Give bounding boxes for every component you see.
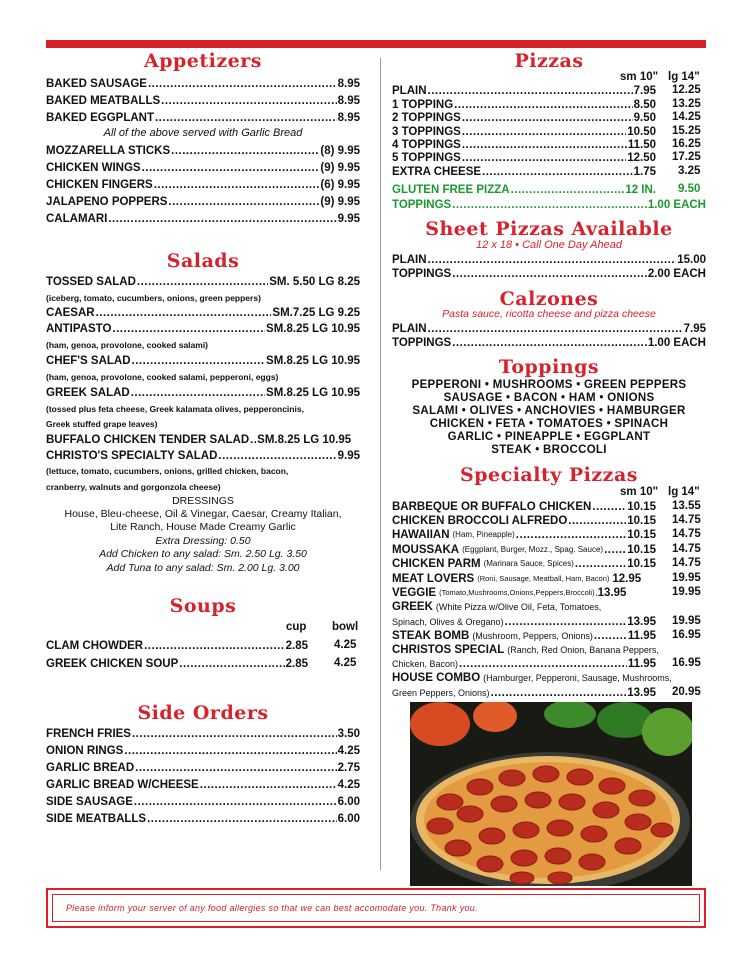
calzones-subtitle: Pasta sauce, ricotta cheese and pizza cheese — [442, 308, 656, 320]
toppings-title: Toppings — [498, 356, 600, 378]
pizza-lg-price: 17.25 — [672, 151, 701, 163]
salad-desc: (tossed plus feta cheese, Greek kalamata olives, pepperoncinis, — [46, 404, 304, 414]
gluten-price: 9.50 — [678, 183, 701, 195]
menu-row: PLAIN ..... 7.95 — [392, 84, 656, 98]
calzones-title: Calzones — [499, 288, 599, 310]
soup-col-cup: cup — [286, 621, 307, 633]
pizza-lg-price: 12.25 — [672, 84, 701, 96]
menu-row: BAKED SAUSAGE ..... 8.95 — [46, 77, 360, 91]
salad-desc: Greek stuffed grape leaves) — [46, 419, 158, 429]
top-red-bar — [46, 40, 706, 48]
menu-row: 1 TOPPING ..... 8.50 — [392, 98, 656, 112]
soup-col-bowl: bowl — [332, 621, 359, 633]
pizza-photo — [410, 702, 692, 886]
menu-row: CHRISTO'S SPECIALTY SALAD ..... 9.95 — [46, 449, 360, 463]
specialty-lg-price: 16.95 — [672, 629, 701, 641]
menu-row: PLAIN ..... 15.00 — [392, 253, 706, 267]
dressings-line: Add Tuna to any salad: Sm. 2.00 Lg. 3.00 — [106, 562, 300, 574]
salads-title: Salads — [166, 250, 240, 272]
menu-row: TOSSED SALAD ..... SM. 5.50 LG 8.25 — [46, 275, 360, 289]
toppings-line: STEAK • BROCCOLI — [491, 444, 607, 456]
menu-row: STEAK BOMB (Mushroom, Peppers, Onions) ..... 11.95 — [392, 629, 656, 643]
menu-row: CAESAR ..... SM.7.25 LG 9.25 — [46, 306, 360, 320]
menu-row: BAKED EGGPLANT ..... 8.95 — [46, 111, 360, 125]
pizzas-title: Pizzas — [514, 50, 584, 72]
toppings-line: CHICKEN • FETA • TOMATOES • SPINACH — [429, 418, 669, 430]
salad-desc: (ham, genoa, provolone, cooked salami, pepperoni, eggs) — [46, 372, 279, 382]
menu-row: SIDE MEATBALLS ..... 6.00 — [46, 812, 360, 826]
menu-row: CHICKEN FINGERS ..... (6) 9.95 — [46, 178, 360, 192]
toppings-line: GARLIC • PINEAPPLE • EGGPLANT — [447, 431, 651, 443]
menu-row: Green Peppers, Onions) ..... 13.95 — [392, 686, 656, 700]
menu-row: BARBEQUE OR BUFFALO CHICKEN ..... 10.15 — [392, 500, 656, 514]
menu-row: GARLIC BREAD W/CHEESE ..... 4.25 — [46, 778, 360, 792]
menu-row: ANTIPASTO ..... SM.8.25 LG 10.95 — [46, 322, 360, 336]
sheet-pizzas-title: Sheet Pizzas Available — [425, 218, 673, 240]
specialty-col-sm: sm 10" — [620, 486, 659, 498]
soup-bowl-price: 4.25 — [334, 639, 357, 651]
menu-row-gluten-toppings: TOPPINGS ..... 1.00 EACH — [392, 198, 706, 212]
pizza-lg-price: 3.25 — [678, 165, 701, 177]
soup-bowl-price: 4.25 — [334, 657, 357, 669]
salad-desc: (ham, genoa, provolone, cooked salami) — [46, 340, 209, 350]
appetizers-title: Appetizers — [144, 50, 262, 72]
menu-row: 3 TOPPINGS ..... 10.50 — [392, 125, 656, 139]
menu-row: PLAIN ..... 7.95 — [392, 322, 706, 336]
pizza-lg-price: 16.25 — [672, 138, 701, 150]
menu-row: CLAM CHOWDER ..... 2.85 — [46, 639, 308, 653]
menu-row: CHEF'S SALAD ..... SM.8.25 LG 10.95 — [46, 354, 360, 368]
dressings-title: DRESSINGS — [172, 495, 234, 507]
pizza-col-sm: sm 10" — [620, 71, 659, 83]
menu-row: GARLIC BREAD ..... 2.75 — [46, 761, 360, 775]
menu-row: TOPPINGS ..... 1.00 EACH — [392, 336, 706, 350]
menu-row: FRENCH FRIES ..... 3.50 — [46, 727, 360, 741]
toppings-line: SALAMI • OLIVES • ANCHOVIES • HAMBURGER — [412, 405, 686, 417]
menu-row: GREEK SALAD ..... SM.8.25 LG 10.95 — [46, 386, 360, 400]
pizza-col-lg: lg 14" — [668, 71, 700, 83]
menu-row: Chicken, Bacon) ..... 11.95 — [392, 657, 656, 671]
sheet-subtitle: 12 x 18 • Call One Day Ahead — [476, 239, 622, 251]
side-orders-title: Side Orders — [137, 702, 269, 724]
menu-row: CHICKEN WINGS ..... (9) 9.95 — [46, 161, 360, 175]
pizza-lg-price: 14.25 — [672, 111, 701, 123]
menu-row: 2 TOPPINGS ..... 9.50 — [392, 111, 656, 125]
menu-row: TOPPINGS ..... 2.00 EACH — [392, 267, 706, 281]
menu-row: GREEK (White Pizza w/Olive Oil, Feta, Tomatoes, — [392, 601, 602, 613]
specialty-lg-price: 19.95 — [672, 586, 701, 598]
specialty-lg-price: 14.75 — [672, 543, 701, 555]
column-divider — [380, 58, 381, 870]
menu-row: CHICKEN BROCCOLI ALFREDO ..... 10.15 — [392, 514, 656, 528]
menu-row: HAWAIIAN (Ham, Pineapple) ..... 10.15 — [392, 528, 656, 542]
pizza-lg-price: 15.25 — [672, 125, 701, 137]
specialty-title: Specialty Pizzas — [460, 464, 638, 486]
menu-row: MOZZARELLA STICKS ..... (8) 9.95 — [46, 144, 360, 158]
dressings-line: Add Chicken to any salad: Sm. 2.50 Lg. 3.50 — [99, 548, 307, 560]
soups-title: Soups — [169, 595, 237, 617]
specialty-lg-price: 19.95 — [672, 572, 701, 584]
menu-row: EXTRA CHEESE ..... 1.75 — [392, 165, 656, 179]
allergy-notice-text: Please inform your server of any food allergies so that we can best accomodate you. Thank you. — [66, 903, 478, 913]
pizza-lg-price: 13.25 — [672, 98, 701, 110]
specialty-lg-price: 19.95 — [672, 615, 701, 627]
specialty-lg-price: 14.75 — [672, 514, 701, 526]
menu-row: MEAT LOVERS (Roni, Sausage, Meatball, Ham, Bacon) ..... 12.95 — [392, 572, 656, 586]
allergy-notice-box — [46, 888, 706, 928]
specialty-lg-price: 14.75 — [672, 557, 701, 569]
menu-row: 4 TOPPINGS ..... 11.50 — [392, 138, 656, 152]
menu-row: GREEK CHICKEN SOUP ..... 2.85 — [46, 657, 308, 671]
dressings-line: Extra Dressing: 0.50 — [155, 535, 251, 547]
menu-row: SIDE SAUSAGE ..... 6.00 — [46, 795, 360, 809]
salad-desc: (lettuce, tomato, cucumbers, onions, grilled chicken, bacon, — [46, 466, 289, 476]
menu-row: Spinach, Olives & Oregano) ..... 13.95 — [392, 615, 656, 629]
menu-row: CHRISTOS SPECIAL (Ranch, Red Onion, Banana Peppers, — [392, 644, 659, 656]
menu-row: MOUSSAKA (Eggplant, Burger, Mozz., Spag. Sauce) ..... 10.15 — [392, 543, 656, 557]
menu-row: ONION RINGS ..... 4.25 — [46, 744, 360, 758]
specialty-lg-price: 13.55 — [672, 500, 701, 512]
specialty-lg-price: 20.95 — [672, 686, 701, 698]
menu-row-gluten: GLUTEN FREE PIZZA ..... 12 IN. — [392, 183, 656, 197]
pepperoni-pizza-image — [410, 702, 692, 886]
menu-row: BAKED MEATBALLS ..... 8.95 — [46, 94, 360, 108]
toppings-line: PEPPERONI • MUSHROOMS • GREEN PEPPERS — [411, 379, 687, 391]
salad-desc: cranberry, walnuts and gorgonzola cheese) — [46, 482, 221, 492]
dressings-line: Lite Ranch, House Made Creamy Garlic — [110, 521, 296, 533]
menu-row: CHICKEN PARM (Marinara Sauce, Spices) ..... 10.15 — [392, 557, 656, 571]
dressings-line: House, Bleu-cheese, Oil & Vinegar, Caesar, Creamy Italian, — [64, 508, 342, 520]
menu-row: 5 TOPPINGS ..... 12.50 — [392, 151, 656, 165]
specialty-lg-price: 16.95 — [672, 657, 701, 669]
toppings-line: SAUSAGE • BACON • HAM • ONIONS — [443, 392, 655, 404]
menu-row: HOUSE COMBO (Hamburger, Pepperoni, Sausage, Mushrooms, — [392, 672, 672, 684]
menu-row: BUFFALO CHICKEN TENDER SALAD ..... SM.8.25 LG 10.95 — [46, 433, 360, 447]
appetizers-note: All of the above served with Garlic Bread — [103, 127, 303, 139]
menu-row: JALAPENO POPPERS ..... (9) 9.95 — [46, 195, 360, 209]
specialty-col-lg: lg 14" — [668, 486, 700, 498]
menu-row: VEGGIE (Tomato,Mushrooms,Onions,Peppers,Broccoli) ..... 13.95 — [392, 586, 656, 600]
specialty-lg-price: 14.75 — [672, 528, 701, 540]
menu-row: CALAMARI ..... 9.95 — [46, 212, 360, 226]
salad-desc: (iceberg, tomato, cucumbers, onions, green peppers) — [46, 293, 261, 303]
